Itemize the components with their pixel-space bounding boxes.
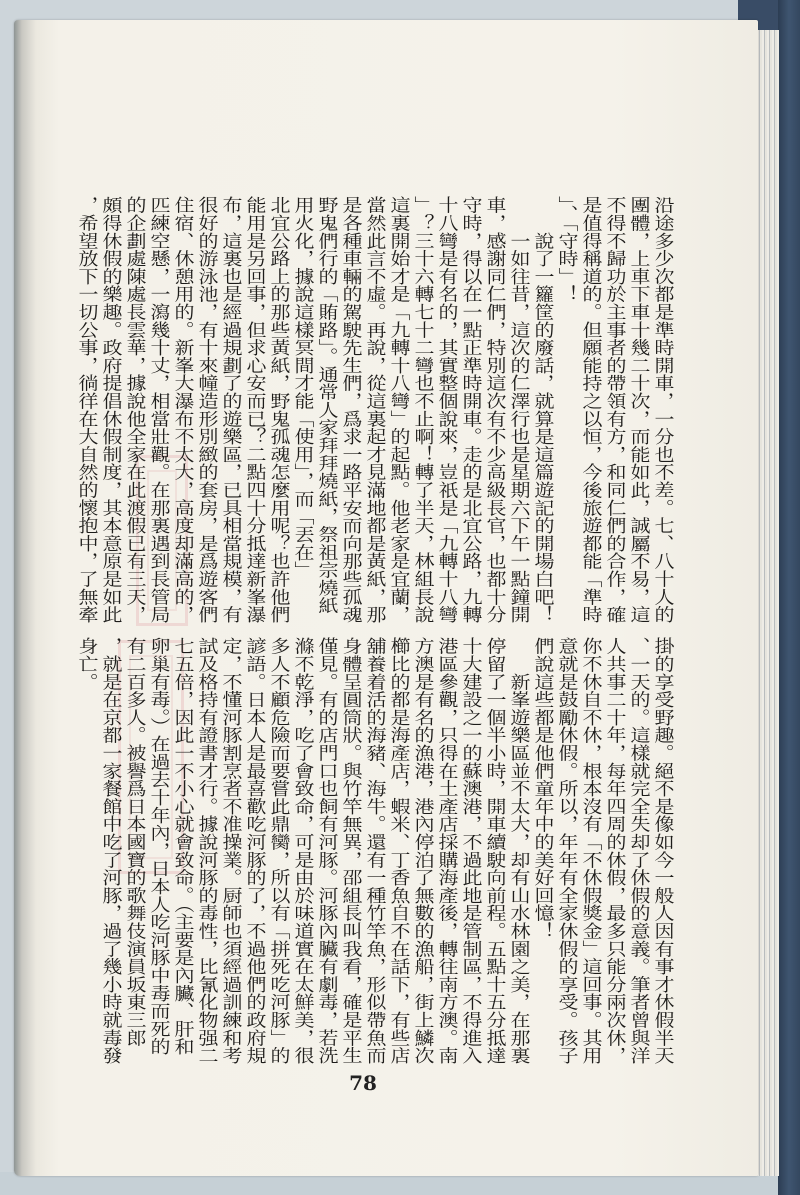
text-column: 港區參觀，只得在土產店採購海產後，轉往南方澳。南 xyxy=(435,637,459,1065)
text-column: 你不休自不休，根本沒有「不休假獎金」這回事。其用 xyxy=(579,637,603,1065)
text-column: 身體呈圓筒狀。與竹竿無異，邵組長叫我看，確是平生 xyxy=(339,637,363,1065)
upper-text-block xyxy=(75,196,675,623)
text-column: 不得不歸功於主事者的帶領有方，和同仁們的合作，確 xyxy=(603,196,627,624)
text-column: 方澳是有名的漁港，港內停泊了無數的漁船，街上鱗次 xyxy=(411,637,435,1065)
text-column: 這裏開始才是「九轉十八彎」的起點。他老家是宜蘭， xyxy=(387,196,411,624)
text-column: 住宿、休憩用的。新峯大瀑布不太大，高度却滿高的， xyxy=(171,196,195,624)
text-column: 車，感謝同仁們，特別這次有不少高級長官，也都十分 xyxy=(483,196,507,624)
text-column: 試及格持有證書才行。據說河豚的毒性，比氰化物强二 xyxy=(195,637,219,1065)
text-column: 」？三十六轉七十二彎也不止啊！轉了半天，林組長說 xyxy=(411,196,435,624)
text-column: 卵巢有毒。）在過去十年內，日本人吃河豚中毒而死的 xyxy=(147,637,171,1056)
text-column: 、一天的。這樣就完全失却了休假的意義。筆者曾與洋 xyxy=(627,637,651,1065)
text-column: 櫛比的都是海產店，蝦米、丁香魚自不在話下，有些店 xyxy=(387,637,411,1065)
text-column: 十八彎是有名的，其實整個說來，豈祇是「九轉十八彎 xyxy=(435,196,459,624)
paragraph-start-column: 一如往昔，這次的仁澤行也是星期六下午一點鐘開 xyxy=(507,231,531,624)
text-column: 是值得稱道的。但願能持之以恒，今後旅遊都能「準時 xyxy=(579,196,603,624)
text-column: 匹練空懸，一瀉幾十丈，相當壯觀。在那裏遇到長管局 xyxy=(147,196,171,624)
page-number: 78 xyxy=(349,1071,377,1095)
text-column: 舖養着活的海豬、海牛。還有一種竹竿魚，形似帶魚而 xyxy=(363,637,387,1065)
lower-text-block xyxy=(75,637,675,1064)
paragraph-start-column: 說了一籮筐的廢話，就算是這篇遊記的開場白吧！ xyxy=(531,231,555,624)
text-column: 沿途多少次都是準時開車，一分也不差。七、八十人的 xyxy=(651,196,675,624)
text-column: 很好的游泳池，有十來幢造形別緻的套房，是爲遊客們 xyxy=(195,196,219,624)
text-column: 掛的享受野趣。絕不是像如今一般人因有事才休假半天 xyxy=(651,637,675,1065)
text-column: 團體，上車下車十幾二十次，而能如此，誠屬不易，這 xyxy=(627,196,651,624)
text-column: 人共事二十年，每年四周的休假，最多只能分兩次休， xyxy=(603,637,627,1065)
paragraph-start-column: 新峯遊樂區並不太大，却有山水林園之美，在那裏 xyxy=(507,672,531,1065)
text-column: 能用是另回事，但求心安而已？二點四十分抵達新峯瀑 xyxy=(243,196,267,624)
text-column: 有二百多人。被譽爲日本國寶的歌舞伎演員坂東三郎 xyxy=(123,637,147,1047)
text-column: 多人不顧危險而要嘗此鼎臠，所以有「拼死吃河豚」的 xyxy=(267,637,291,1065)
text-column: 七五倍，因此一不小心就會致命。（主要是內臟、肝和 xyxy=(171,637,195,1056)
text-column: 諺語。日本人是最喜歡吃河豚的了，不過他們的政府規 xyxy=(243,637,267,1065)
text-column: 北宜公路上的那些黃紙，野鬼孤魂怎麼用呢？也許他們 xyxy=(267,196,291,624)
text-column: 十大建設之一的蘇澳港，不過此地是管制區，不得進入 xyxy=(459,637,483,1065)
text-column: ，希望放下一切公事，徜徉在大自然的懷抱中，了無牽 xyxy=(75,196,99,624)
text-column: ，就是在京都一家餐館中吃了河豚，過了幾小時就毒發 xyxy=(99,637,123,1065)
text-column: 意就是鼓勵休假。所以，年年有全家休假的享受。孩子 xyxy=(555,637,579,1065)
text-column: 」、「守時」！ xyxy=(555,196,579,303)
book-cover-edge xyxy=(778,0,800,1195)
text-column: 頗得休假的樂趣。政府提倡休假制度，其本意原是如此 xyxy=(99,196,123,624)
text-column: 身亡。 xyxy=(75,637,99,691)
text-column: 野鬼們行的「賄路」。通常人家拜拜燒紙，祭祖宗燒紙 xyxy=(315,196,339,615)
text-column: 用火化，據說這樣冥間才能「使用」，而「丟在」 xyxy=(291,196,315,579)
text-column: 當然此言不虛。再說，從這裏起才見滿地都是黃紙，那 xyxy=(363,196,387,624)
text-column: 的企劃處陳處長雲華，據說他全家在此渡假已有三天， xyxy=(123,196,147,624)
text-column: 定，不懂河豚割烹者不准操業。厨師也須經過訓練和考 xyxy=(219,637,243,1065)
text-column: 守時，得以在一點正準時開車。走的是北宜公路，九轉 xyxy=(459,196,483,624)
text-column: 布，這裏也是經過規劃了的遊樂區，已具相當規模，有 xyxy=(219,196,243,624)
text-column: 停留了一個半小時，開車續駛向前程。五點十五分抵達 xyxy=(483,637,507,1065)
text-column: 們說這些都是他們童年中的美好回憶！ xyxy=(531,637,555,940)
text-column: 滌不乾淨，吃了會致命，可是由於味道實在太鮮美，很 xyxy=(291,637,315,1065)
text-column: 僅見。有的店門口也飼有河豚。河豚內臟有劇毒，若洗 xyxy=(315,637,339,1065)
text-column: 是各種車輛的駕駛先生們，爲求一路平安而向那些孤魂 xyxy=(339,196,363,624)
